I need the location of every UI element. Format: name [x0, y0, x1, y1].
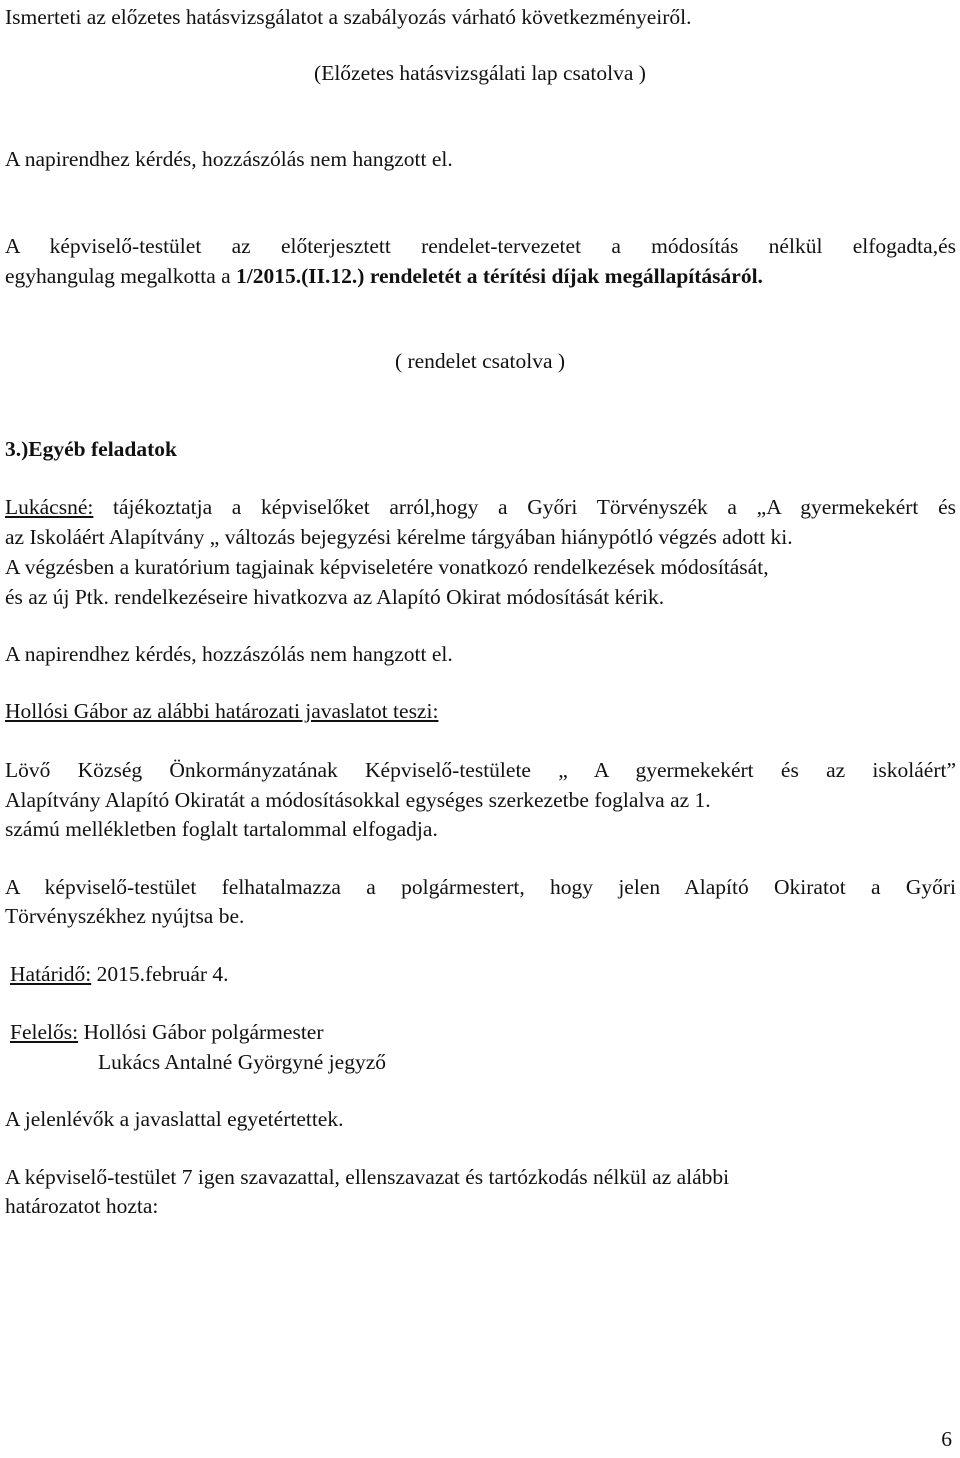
- paragraph-line: Törvényszékhez nyújtsa be.: [5, 904, 245, 928]
- deadline-line: [10, 960, 229, 989]
- responsible-line: Lukács Antalné Györgyné jegyző: [98, 1050, 386, 1074]
- paragraph-line: A jelenlévők a javaslattal egyetértettek.: [5, 1107, 344, 1131]
- proposal-heading: Hollósi Gábor az alábbi határozati javaslatot teszi:: [5, 699, 439, 723]
- deadline-value: 2015.február 4.: [91, 962, 229, 986]
- paragraph-line: számú mellékletben foglalt tartalommal elfogadja.: [5, 817, 438, 841]
- decree-reference: 1/2015.(II.12.) rendeletét a térítési díjak megállapításáról.: [236, 264, 763, 288]
- paragraph-line: határozatot hozta:: [5, 1194, 159, 1218]
- paragraph-line: Ismerteti az előzetes hatásvizsgálatot a szabályozás várható következményeiről.: [5, 5, 692, 29]
- paragraph-line: A végzésben a kuratórium tagjainak képviseletére vonatkozó rendelkezések módosítását,: [5, 555, 769, 579]
- speaker-name: Lukácsné:: [5, 495, 94, 519]
- paragraph-line: A napirendhez kérdés, hozzászólás nem hangzott el.: [5, 147, 453, 171]
- paragraph-line: Lövő Község Önkormányzatának Képviselő-testülete „ A gyermekekért és az iskoláért”: [5, 758, 956, 782]
- paragraph-line: az Iskoláért Alapítvány „ változás bejegyzési kérelme tárgyában hiánypótló végzés adott ki.: [5, 525, 793, 549]
- attachment-note: (Előzetes hatásvizsgálati lap csatolva ): [314, 61, 646, 85]
- responsible-label: Felelős:: [10, 1020, 79, 1044]
- paragraph-line: [5, 493, 956, 522]
- section-heading: [5, 435, 177, 464]
- paragraph-line: A képviselő-testület az előterjesztett rendelet-tervezetet a módosítás nélkül elfogadta,és: [5, 234, 956, 258]
- paragraph-line: A képviselő-testület 7 igen szavazattal, ellenszavazat és tartózkodás nélkül az alábbi: [5, 1165, 730, 1189]
- text-run: tájékoztatja a képviselőket arról,hogy a Győri Törvényszék a „A gyermekekért és: [93, 495, 956, 519]
- responsible-line: [10, 1018, 324, 1047]
- paragraph-line: A napirendhez kérdés, hozzászólás nem hangzott el.: [5, 642, 453, 666]
- section-heading-text: 3.)Egyéb feladatok: [5, 437, 177, 461]
- paragraph-line: és az új Ptk. rendelkezéseire hivatkozva az Alapító Okirat módosítását kérik.: [5, 585, 665, 609]
- paragraph-line: Alapítvány Alapító Okiratát a módosításokkal egységes szerkezetbe foglalva az 1.: [5, 788, 711, 812]
- text-run: egyhangulag megalkotta a: [5, 264, 237, 288]
- responsible-value: Hollósi Gábor polgármester: [78, 1020, 324, 1044]
- page-number: 6: [941, 1427, 952, 1451]
- attachment-note: ( rendelet csatolva ): [394, 349, 566, 373]
- paragraph-line: A képviselő-testület felhatalmazza a polgármestert, hogy jelen Alapító Okiratot a Győri: [5, 875, 956, 899]
- paragraph-line: [5, 262, 763, 291]
- deadline-label: Határidő:: [10, 962, 92, 986]
